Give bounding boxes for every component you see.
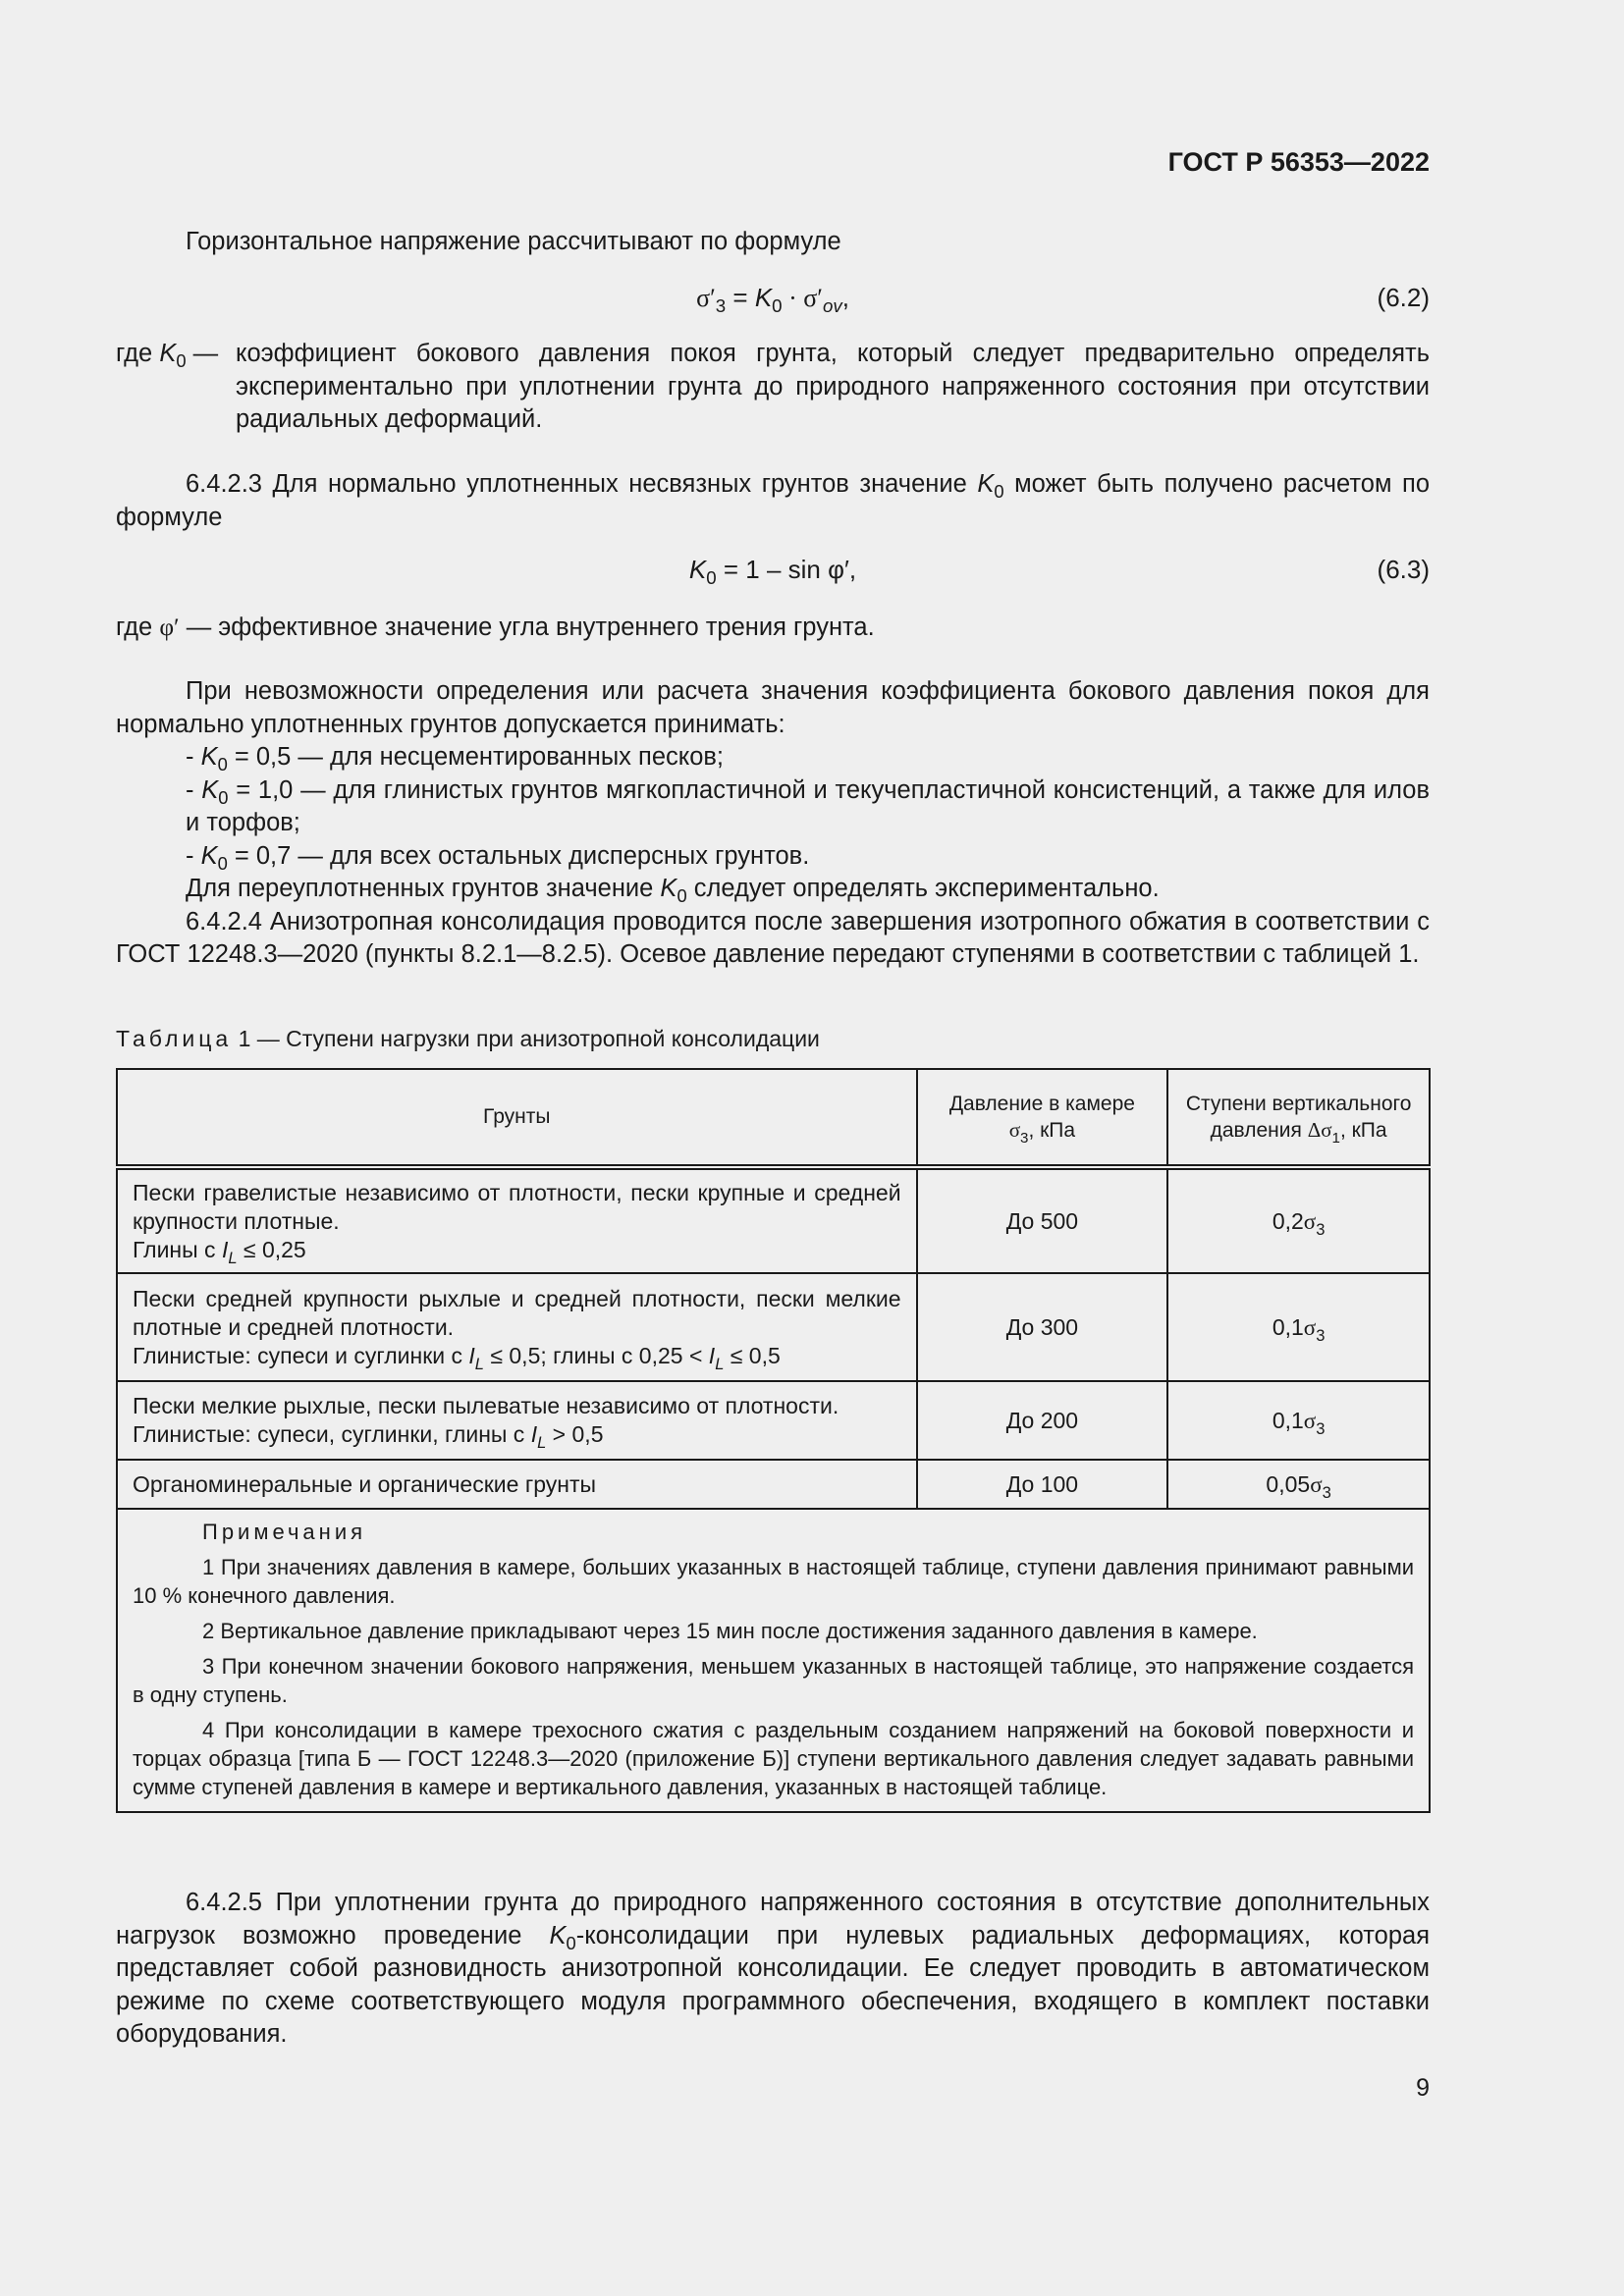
paragraph-6-4-2-5: 6.4.2.5 При уплотнении грунта до природного напряженного состояния в отсутствие дополнительных нагрузок возможно проведение $K_0$-консолидации при нулевых радиальных деформациях, которая представляет собой разновидность анизотропной консолидации. Ее следует проводить в автоматическом режиме по схеме соответствующего модуля программного обеспечения, входящего в комплект поставки оборудования. xyxy=(116,1889,1430,2048)
step-cell: $0,2\sigma_3$ xyxy=(1167,1167,1430,1273)
note-item: 4 При консолидации в камере трехосного сжатия с раздельным созданием напряжений на боковой поверхности и торцах образца [типа Б — ГОСТ 12248.3—2020 (приложение Б)] ступени вертикального давления следует задавать равными сумме ступеней давления в камере и вертикального давления, указанных в настоящей таблице. xyxy=(133,1718,1414,1799)
table-notes-row xyxy=(117,1509,1430,1812)
notes-title: Примечания xyxy=(202,1520,367,1544)
page-number: 9 xyxy=(1416,2074,1430,2102)
list-item: - $K_0 = 0,5$ — для несцементированных песков; xyxy=(186,743,725,774)
step-cell: $0,1\sigma_3$ xyxy=(1167,1273,1430,1381)
list-item: - $K_0 = 1,0$ — для глинистых грунтов мягкопластичной и текучепластичной консистенций, а также для илов и торфов; xyxy=(186,775,1430,836)
paragraph-k0-values xyxy=(116,675,1430,972)
column-header-vertical-steps: Ступени вертикального давления $\Delta\sigma_1$, кПа xyxy=(1167,1069,1430,1167)
paragraph-overconsolidated: Для переуплотненных грунтов значение $K_0$ следует определять экспериментально. xyxy=(186,875,1160,906)
note-item: 3 При конечном значении бокового напряжения, меньшем указанных в настоящей таблице, это напряжение создается в одну ступень. xyxy=(133,1654,1414,1707)
paragraph-impossible: При невозможности определения или расчета значения коэффициента бокового давления покоя для нормально уплотненных грунтов допускается принимать: xyxy=(116,677,1430,738)
soil-cell: Пески гравелистые независимо от плотности, пески крупные и средней крупности плотные. Глины с $I_L \le 0,25$ xyxy=(117,1167,917,1273)
formula-6-2-expression: $\sigma'_3 = K_0 \cdot \sigma'_{ov}$, xyxy=(696,283,849,316)
list-item: - $K_0 = 0,7$ — для всех остальных дисперсных грунтов. xyxy=(186,841,810,874)
formula-6-3-expression: $K_0 = 1 - \sin \varphi'$, xyxy=(688,555,857,588)
formula-6-2-number: (6.2) xyxy=(1377,283,1430,312)
formula-6-3-number: (6.3) xyxy=(1377,555,1430,584)
formula-6-2 xyxy=(116,283,1430,316)
paragraph-horizontal-stress: Горизонтальное напряжение рассчитывают по формуле xyxy=(186,228,841,255)
note-item: 2 Вертикальное давление прикладывают через 15 мин после достижения заданного давления в камере. xyxy=(202,1619,1258,1643)
soil-cell: Пески средней крупности рыхлые и средней плотности, пески мелкие плотные и средней плотности. Глинистые: супеси и суглинки с $I_L \le 0,5$; глины с $0,25 < I_L \le 0,5$ xyxy=(117,1273,917,1381)
where-k0-text: коэффициент бокового давления покоя грунта, который следует предварительно определять экспериментально при уплотнении грунта до природного напряженного состояния при отсутствии радиальных деформаций. xyxy=(236,340,1430,433)
table-row xyxy=(117,1167,1430,1273)
pressure-cell: До 100 xyxy=(917,1460,1168,1509)
paragraph-6-4-2-4: 6.4.2.4 Анизотропная консолидация проводится после завершения изотропного обжатия в соответствии с ГОСТ 12248.3—2020 (пункты 8.2.1—8.2.5). Осевое давление передают ступенями в соответствии с таблицей 1. xyxy=(116,907,1430,968)
where-k0-definition xyxy=(116,338,1430,437)
column-header-soils: Грунты xyxy=(117,1069,917,1167)
formula-6-3 xyxy=(116,555,1430,588)
document-header: ГОСТ Р 56353—2022 xyxy=(1167,147,1430,177)
pressure-cell: До 500 xyxy=(917,1167,1168,1273)
table-caption: Таблица 1 — Ступени нагрузки при анизотропной консолидации xyxy=(116,1026,820,1051)
step-cell: $0,05\sigma_3$ xyxy=(1167,1460,1430,1509)
paragraph-6-4-2-3: 6.4.2.3 Для нормально уплотненных несвязных грунтов значение $K_0$ может быть получено расчетом по формуле xyxy=(116,470,1431,531)
soil-cell: Органоминеральные и органические грунты xyxy=(117,1460,917,1509)
table-notes xyxy=(117,1509,1430,1812)
table-row xyxy=(117,1273,1430,1381)
table-header-row xyxy=(117,1069,1430,1167)
table-row xyxy=(117,1381,1430,1460)
where-phi-definition: где φ′ — эффективное значение угла внутреннего трения грунта. xyxy=(116,613,875,641)
step-cell: $0,1\sigma_3$ xyxy=(1167,1381,1430,1460)
pressure-cell: До 300 xyxy=(917,1273,1168,1381)
note-item: 1 При значениях давления в камере, больших указанных в настоящей таблице, ступени давления принимают равными 10 % конечного давления. xyxy=(133,1555,1414,1608)
soil-cell: Пески мелкие рыхлые, пески пылеватые независимо от плотности. Глинистые: супеси, суглинки, глины с $I_L > 0,5$ xyxy=(117,1381,917,1460)
where-k0-lead: где $K_0$ — xyxy=(116,340,219,371)
column-header-chamber-pressure: Давление в камере $\sigma_3$, кПа xyxy=(917,1069,1168,1167)
table-row xyxy=(117,1460,1430,1509)
load-steps-table xyxy=(116,1068,1431,1813)
pressure-cell: До 200 xyxy=(917,1381,1168,1460)
